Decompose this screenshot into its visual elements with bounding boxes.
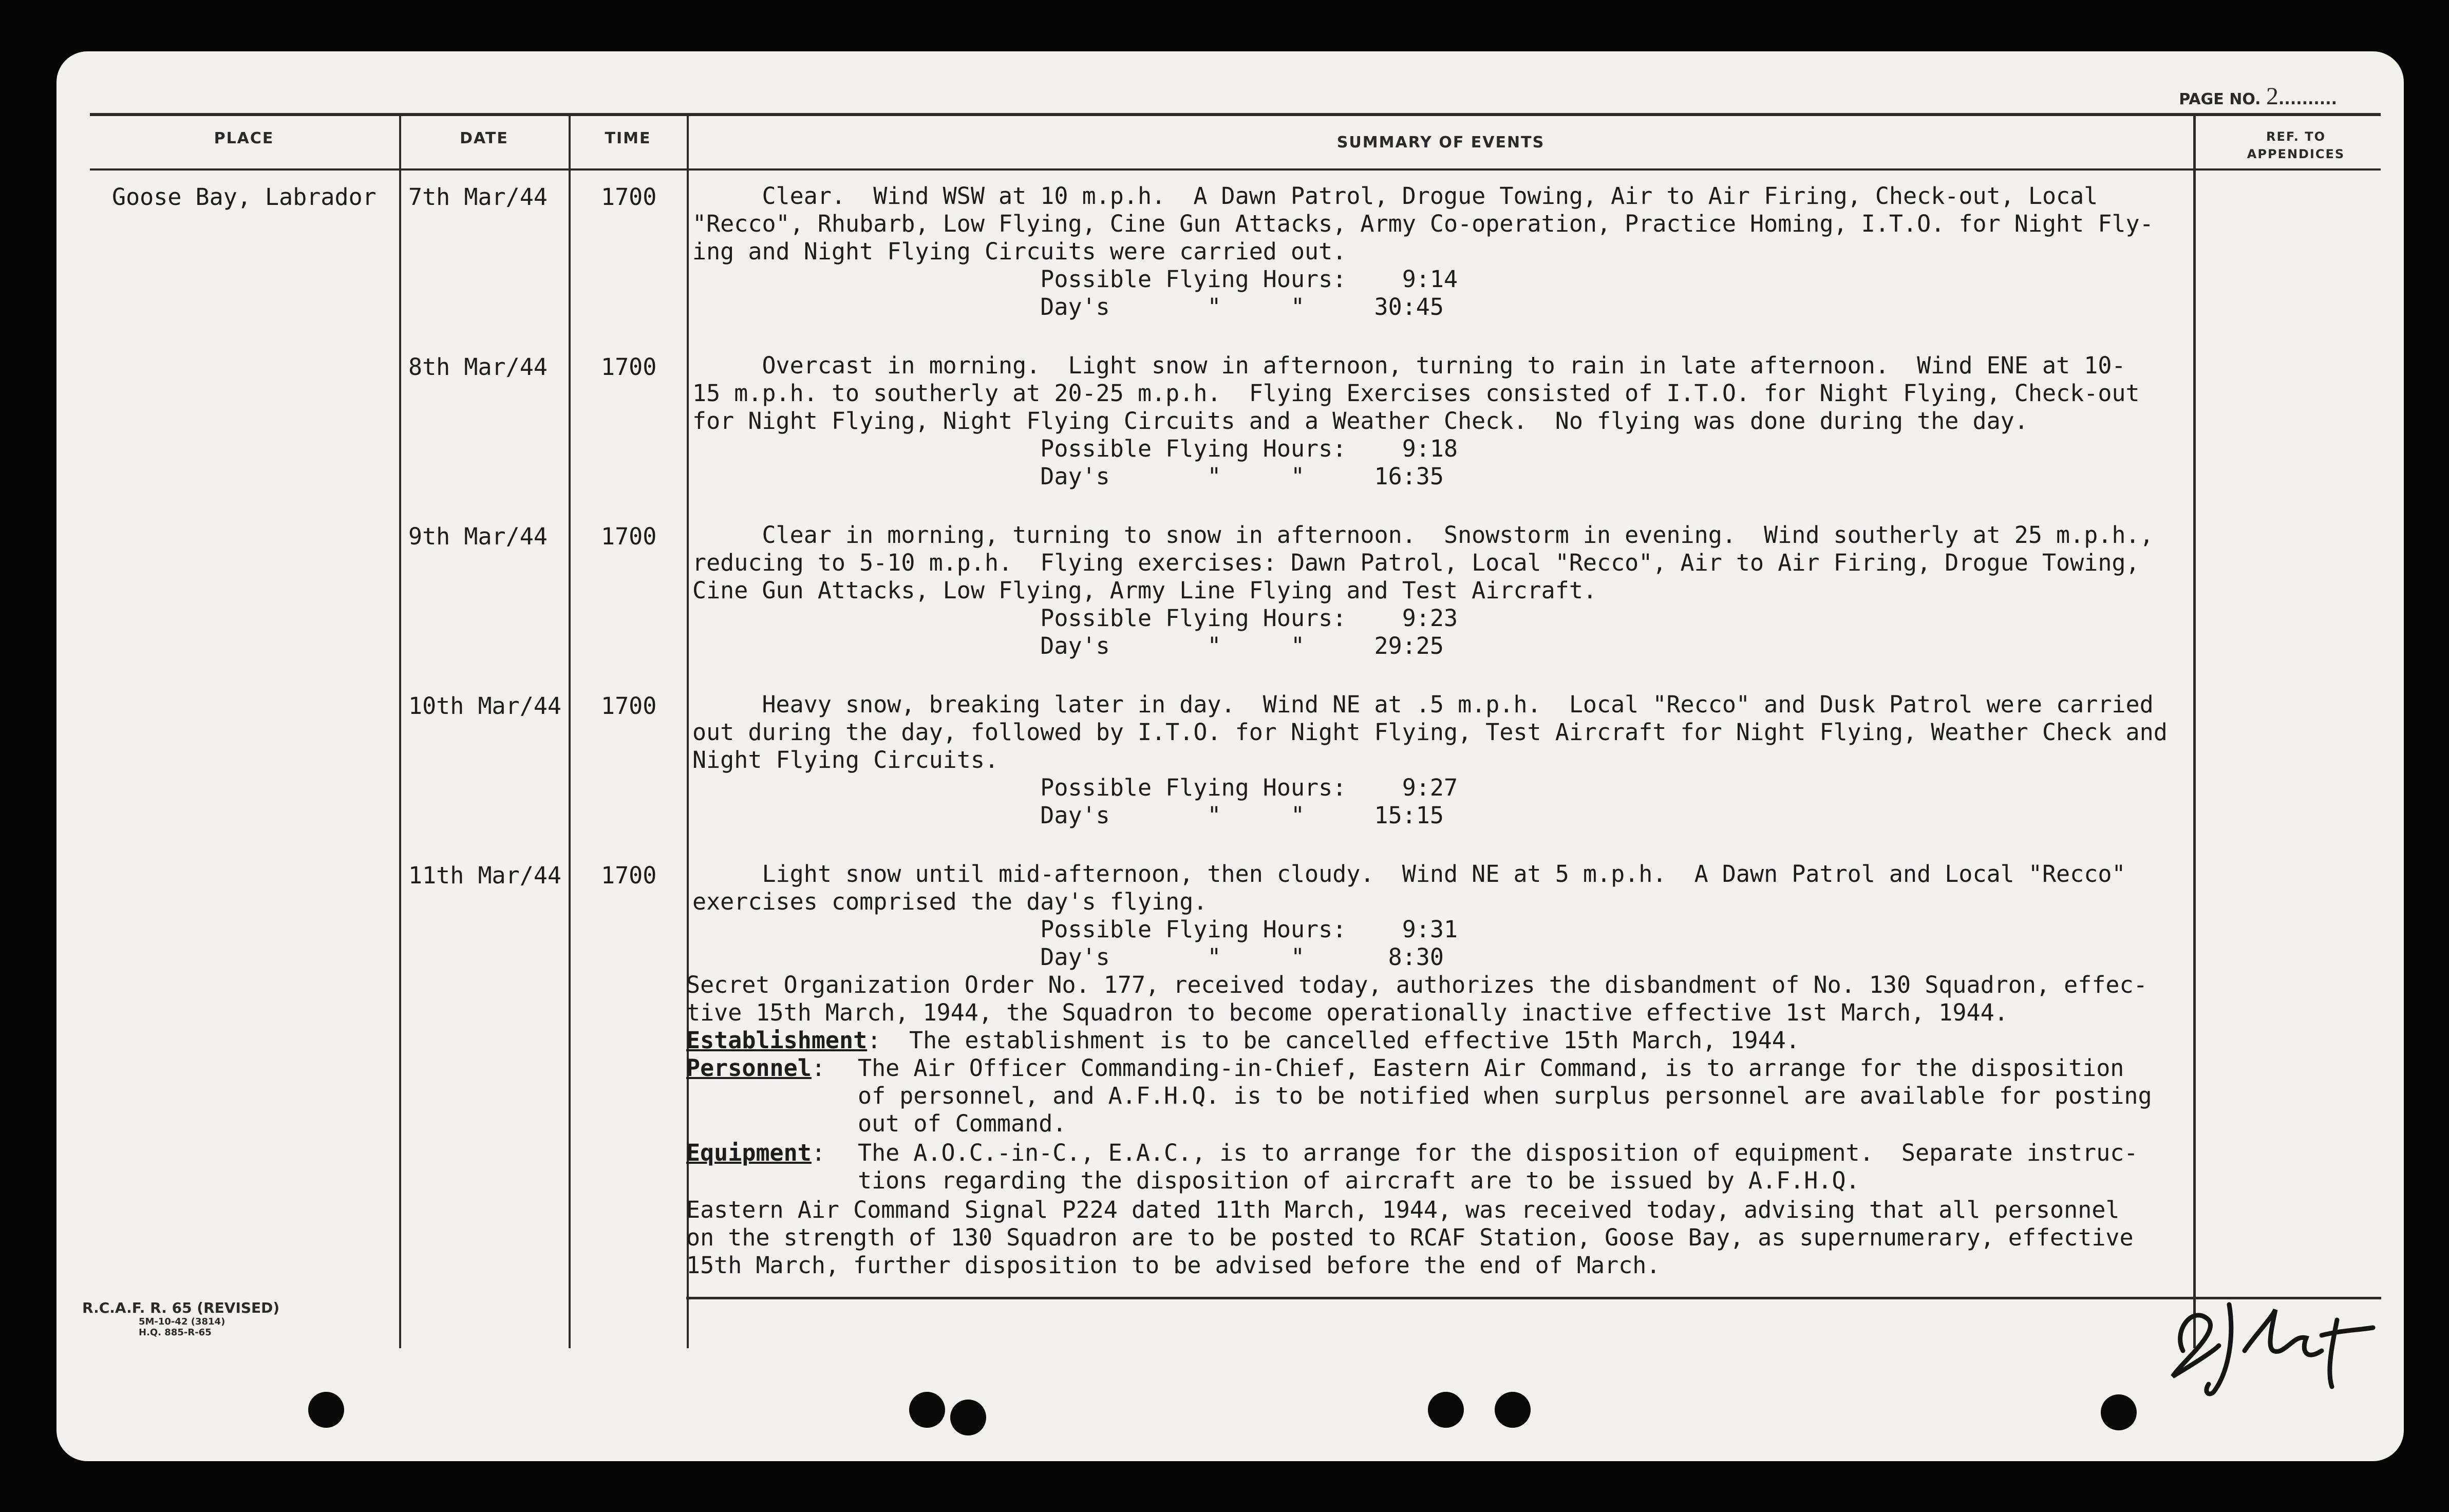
header-ref-line1: REF. TO <box>2266 129 2326 144</box>
flying-hours-days: Day's " " 16:35 <box>692 463 1444 490</box>
signal-line: on the strength of 130 Squadron are to be posted to RCAF Station, Goose Bay, as supernumerary, effective <box>686 1224 2134 1251</box>
header-top-rule <box>90 113 2381 116</box>
header-time: TIME <box>605 129 651 147</box>
establishment-label: Establishment: <box>686 1027 881 1054</box>
summary-line: Heavy snow, breaking later in day. Wind NE at .5 m.p.h. Local "Recco" and Dusk Patrol were carried <box>692 691 2154 718</box>
summary-line: out during the day, followed by I.T.O. for Night Flying, Test Aircraft for Night Flying, Weather Check and <box>692 719 2168 746</box>
summary-line: exercises comprised the day's flying. <box>692 888 1208 915</box>
punch-hole <box>2101 1394 2137 1430</box>
punch-hole <box>909 1392 945 1428</box>
summary-line: Overcast in morning. Light snow in afternoon, turning to rain in late afternoon. Wind ENE at 10- <box>692 352 2126 379</box>
flying-hours-possible: Possible Flying Hours: 9:18 <box>692 435 1458 462</box>
flying-hours-days: Day's " " 30:45 <box>692 293 1444 320</box>
footer-rule <box>686 1297 2381 1299</box>
personnel-line: of personnel, and A.F.H.Q. is to be notified when surplus personnel are available for posting <box>858 1082 2152 1109</box>
flying-hours-days: Day's " " 8:30 <box>692 943 1444 971</box>
summary-line: reducing to 5-10 m.p.h. Flying exercises: Dawn Patrol, Local "Recco", Air to Air Firing, Drogue Towing, <box>692 549 2140 576</box>
flying-hours-possible: Possible Flying Hours: 9:14 <box>692 266 1458 293</box>
punch-hole <box>1495 1392 1531 1428</box>
summary-line: Light snow until mid-afternoon, then cloudy. Wind NE at 5 m.p.h. A Dawn Patrol and Local "Recco" <box>692 860 2126 887</box>
header-bottom-rule <box>90 168 2381 171</box>
equipment-line: tions regarding the disposition of aircraft are to be issued by A.F.H.Q. <box>858 1167 1860 1194</box>
form-reference-line2: 5M-10-42 (3814) <box>139 1316 225 1327</box>
header-date: DATE <box>460 129 508 147</box>
summary-line: Secret Organization Order No. 177, received today, authorizes the disbandment of No. 130 Squadron, effec- <box>686 971 2147 998</box>
entry-date: 9th Mar/44 <box>408 523 548 550</box>
entry-date: 11th Mar/44 <box>408 862 562 889</box>
summary-line: 15 m.p.h. to southerly at 20-25 m.p.h. Flying Exercises consisted of I.T.O. for Night Flying, Check-out <box>692 380 2140 407</box>
personnel-label: Personnel: <box>686 1054 825 1082</box>
equipment-line: The A.O.C.-in-C., E.A.C., is to arrange for the disposition of equipment. Separate instruc- <box>858 1139 2138 1166</box>
form-reference: R.C.A.F. R. 65 (REVISED) 5M-10-42 (3814) H.Q. 885-R-65 <box>82 1299 280 1338</box>
entry-time: 1700 <box>601 523 657 550</box>
summary-line: "Recco", Rhubarb, Low Flying, Cine Gun Attacks, Army Co-operation, Practice Homing, I.T.O. for Night Fly- <box>692 210 2154 237</box>
column-divider-date <box>569 116 571 1348</box>
flying-hours-days: Day's " " 29:25 <box>692 632 1444 659</box>
entry-time: 1700 <box>601 183 657 211</box>
summary-line: for Night Flying, Night Flying Circuits and a Weather Check. No flying was done during the day. <box>692 407 2028 434</box>
signature <box>2152 1274 2404 1402</box>
column-divider-place <box>399 116 401 1348</box>
flying-hours-days: Day's " " 15:15 <box>692 802 1444 829</box>
punch-hole <box>308 1392 344 1428</box>
operations-record-sheet <box>56 51 2404 1461</box>
entry-time: 1700 <box>601 692 657 720</box>
punch-hole <box>950 1400 986 1435</box>
entry-time: 1700 <box>601 353 657 381</box>
page-number-value: 2 <box>2266 83 2279 110</box>
header-ref-line2: APPENDICES <box>2247 147 2345 161</box>
punch-hole <box>1428 1392 1464 1428</box>
entry-date: 10th Mar/44 <box>408 692 562 720</box>
summary-line: Clear in morning, turning to snow in afternoon. Snowstorm in evening. Wind southerly at 25 m.p.h., <box>692 521 2154 549</box>
summary-line: tive 15th March, 1944, the Squadron to become operationally inactive effective 1st March, 1944. <box>686 999 2008 1026</box>
flying-hours-possible: Possible Flying Hours: 9:23 <box>692 604 1458 632</box>
header-summary: SUMMARY OF EVENTS <box>1336 134 1545 152</box>
form-reference-line3: H.Q. 885-R-65 <box>139 1327 212 1338</box>
page-number: PAGE NO. 2.......... <box>2179 83 2337 110</box>
personnel-line: out of Command. <box>858 1110 1067 1137</box>
summary-line: Night Flying Circuits. <box>692 746 999 773</box>
establishment-text: The establishment is to be cancelled effective 15th March, 1944. <box>909 1027 1800 1054</box>
column-divider-ref <box>2193 116 2196 1348</box>
signal-line: Eastern Air Command Signal P224 dated 11th March, 1944, was received today, advising that all personnel <box>686 1196 2120 1223</box>
equipment-label: Equipment: <box>686 1139 825 1166</box>
entry-date: 7th Mar/44 <box>408 183 548 211</box>
summary-line: Clear. Wind WSW at 10 m.p.h. A Dawn Patrol, Drogue Towing, Air to Air Firing, Check-out, Local <box>692 182 2098 210</box>
entry-date: 8th Mar/44 <box>408 353 548 381</box>
summary-line: ing and Night Flying Circuits were carried out. <box>692 238 1347 265</box>
entry-time: 1700 <box>601 862 657 889</box>
signal-line: 15th March, further disposition to be advised before the end of March. <box>686 1252 1661 1279</box>
flying-hours-possible: Possible Flying Hours: 9:31 <box>692 916 1458 943</box>
summary-line: Cine Gun Attacks, Low Flying, Army Line Flying and Test Aircraft. <box>692 577 1597 604</box>
header-place: PLACE <box>214 129 274 147</box>
place-cell: Goose Bay, Labrador <box>112 183 376 211</box>
personnel-line: The Air Officer Commanding-in-Chief, Eastern Air Command, is to arrange for the disposition <box>858 1054 2124 1082</box>
flying-hours-possible: Possible Flying Hours: 9:27 <box>692 774 1458 801</box>
